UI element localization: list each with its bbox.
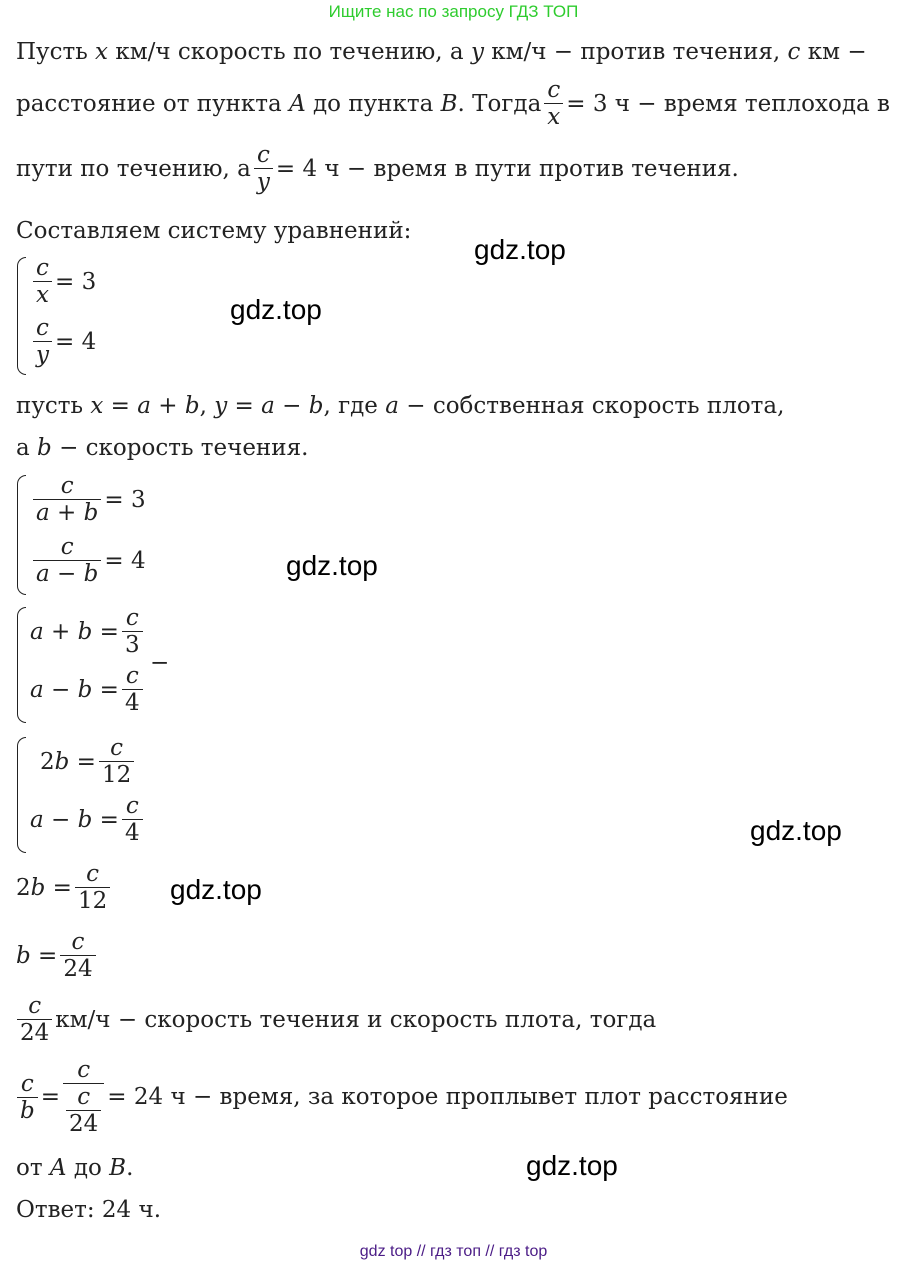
system-heading: Составляем систему уравнений: bbox=[16, 218, 412, 244]
text: пути по течению, а bbox=[16, 155, 251, 182]
intro-line-1: Пусть x км/ч скорость по течению, а y км/ч − против течения, c км − bbox=[16, 39, 867, 65]
equation: a + b = $\frac{c}{3}$ bbox=[30, 606, 146, 657]
text: расстояние от пункта bbox=[16, 90, 282, 117]
text: = 24 ч − время, за которое проплывет плот расстояние bbox=[107, 1084, 788, 1111]
text: км − bbox=[807, 39, 867, 65]
watermark: gdz.top bbox=[526, 1150, 618, 1181]
minus-sign: − bbox=[150, 650, 170, 676]
system-brace bbox=[17, 257, 26, 375]
equation: $\frac{c}{a - b}$ = 4 bbox=[30, 535, 146, 586]
footer-links: gdz top // гдз топ // гдз top bbox=[359, 1243, 548, 1260]
text: . Тогда bbox=[457, 90, 542, 117]
text: где bbox=[338, 393, 378, 419]
b-line: а b − скорость течения. bbox=[16, 435, 309, 461]
fraction: $\frac{c}{x}$ bbox=[544, 78, 563, 129]
watermark: gdz.top bbox=[170, 874, 262, 905]
equation: $\frac{c}{x}$ = 3 bbox=[30, 256, 96, 307]
system-brace bbox=[17, 737, 26, 853]
text: − собственная скорость плота, bbox=[406, 393, 785, 419]
final-line: от A до B. bbox=[16, 1155, 134, 1181]
text: = 3 ч − время теплохода в bbox=[566, 90, 890, 117]
text: − скорость течения. bbox=[59, 435, 309, 461]
text: км/ч скорость по течению, а bbox=[115, 39, 464, 65]
equation: a − b = $\frac{c}{4}$ bbox=[30, 794, 146, 845]
time-line: $\frac{c}{b}$ = $\frac{c}{\frac{c}{24}}$ = 24 ч − время, за которое проплывет плот расстояние bbox=[14, 1058, 788, 1136]
text: = 4 ч − время в пути против течения. bbox=[275, 155, 739, 182]
fraction: $\frac{c}{y}$ bbox=[254, 143, 273, 194]
intro-line-2: расстояние от пункта A до пункта B . Тогда $\frac{c}{x}$ = 3 ч − время теплохода в bbox=[16, 77, 890, 131]
system-brace bbox=[17, 607, 26, 723]
answer: Ответ: 24 ч. bbox=[16, 1197, 162, 1223]
equation: $\frac{c}{a + b}$ = 3 bbox=[30, 474, 146, 525]
system-brace bbox=[17, 475, 26, 595]
watermark: gdz.top bbox=[474, 234, 566, 265]
equation: a − b = $\frac{c}{4}$ bbox=[30, 664, 146, 715]
watermark: gdz.top bbox=[230, 294, 322, 325]
text: до bbox=[73, 1155, 102, 1181]
text: от bbox=[16, 1155, 43, 1181]
promo-header: Ищите нас по запросу ГДЗ ТОП bbox=[328, 2, 579, 21]
speed-line: $\frac{c}{24}$ км/ч − скорость течения и скорость плота, тогда bbox=[14, 994, 656, 1045]
text: до пункта bbox=[313, 90, 434, 117]
watermark: gdz.top bbox=[750, 815, 842, 846]
watermark: gdz.top bbox=[286, 550, 378, 581]
text: км/ч − против течения, bbox=[491, 39, 781, 65]
text: км/ч − скорость течения и скорость плота, тогда bbox=[55, 1006, 657, 1033]
equation: b = $\frac{c}{24}$ bbox=[16, 930, 99, 981]
equation: 2b = $\frac{c}{12}$ bbox=[16, 862, 113, 913]
equation: $\frac{c}{y}$ = 4 bbox=[30, 316, 96, 367]
text: Пусть bbox=[16, 39, 88, 65]
let-line: пусть x = a + b, y = a − b, где a − собственная скорость плота, bbox=[16, 393, 785, 419]
equation: 2b = $\frac{c}{12}$ bbox=[40, 736, 137, 787]
text: а bbox=[16, 435, 30, 461]
text: пусть bbox=[16, 393, 83, 419]
intro-line-3 bbox=[16, 143, 739, 194]
